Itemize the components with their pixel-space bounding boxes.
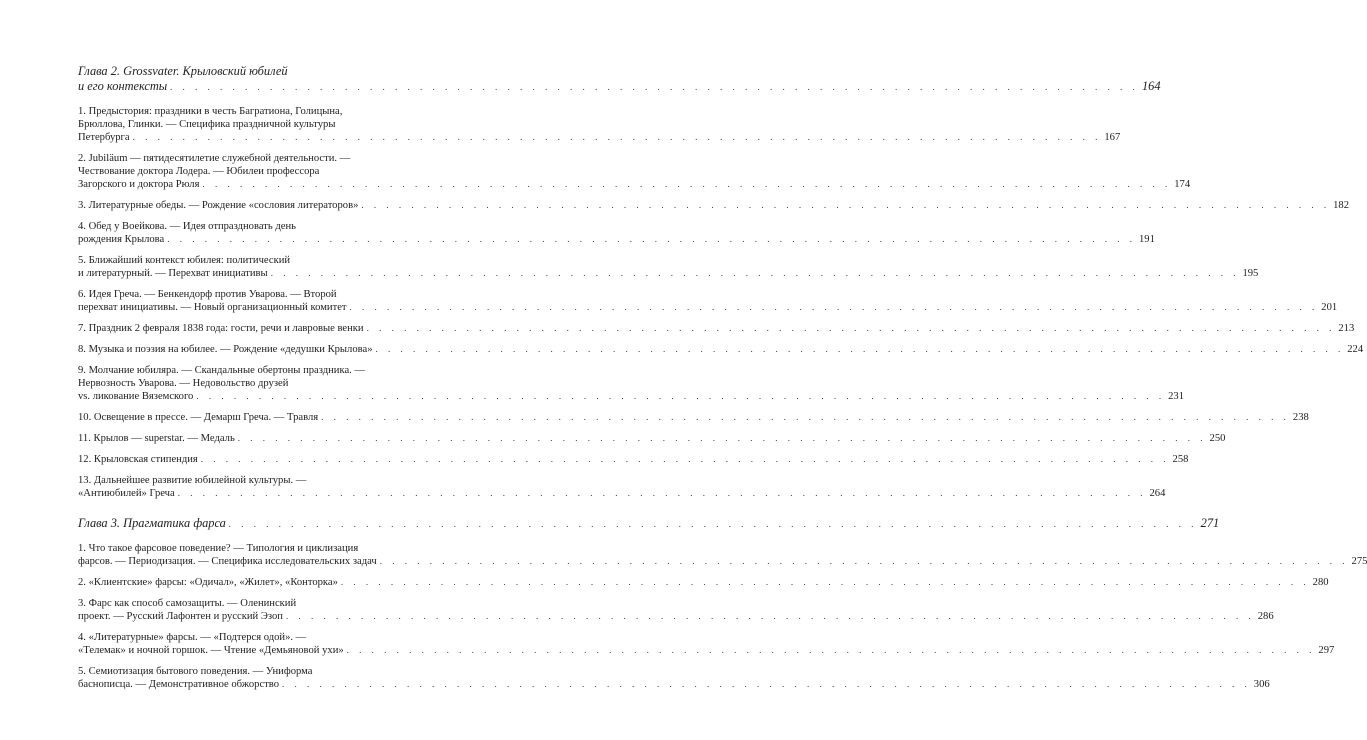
entry-last-line bbox=[78, 267, 1259, 280]
entry-text-line: 1. Что такое фарсовое поведение? — Типология и циклизация bbox=[78, 543, 359, 554]
page-number: 174 bbox=[1174, 179, 1191, 190]
page-number: 191 bbox=[1138, 234, 1155, 245]
dot-leader bbox=[170, 80, 1139, 95]
page-number: 231 bbox=[1168, 391, 1184, 402]
dot-leader bbox=[361, 199, 1330, 212]
toc-entry bbox=[78, 474, 1166, 500]
entry-text-line: 11. Крылов — superstar. — Медаль bbox=[78, 433, 235, 444]
page-number: 182 bbox=[1333, 200, 1350, 211]
dot-leader bbox=[201, 453, 1170, 466]
entry-last-line bbox=[78, 555, 1367, 568]
dot-leader bbox=[350, 301, 1319, 314]
entry-text-line: фарсов. — Периодизация. — Специфика исследовательских задач bbox=[78, 556, 377, 567]
entry-text-line: 7. Праздник 2 февраля 1838 года: гости, речи и лавровые венки bbox=[78, 323, 364, 334]
entry-text-line: «Антиюбилей» Греча bbox=[78, 488, 175, 499]
entry-last-line bbox=[78, 131, 1121, 144]
entry-text-line: 4. «Литературные» фарсы. — «Подтерся одой». — bbox=[78, 632, 307, 643]
entry-text-line: 2. Jubiläum — пятидесятилетие служебной деятельности. — bbox=[78, 153, 351, 164]
dot-leader bbox=[376, 343, 1345, 356]
dot-leader bbox=[178, 487, 1147, 500]
dot-leader bbox=[282, 678, 1251, 691]
entry-last-line bbox=[78, 411, 1309, 424]
page-number: 280 bbox=[1312, 577, 1329, 588]
page-number: 238 bbox=[1292, 412, 1309, 423]
entry-last-line bbox=[78, 199, 1350, 212]
toc-entry bbox=[78, 105, 1121, 144]
toc-entry bbox=[78, 631, 1335, 657]
page-number: 213 bbox=[1338, 323, 1355, 334]
dot-leader bbox=[202, 178, 1171, 191]
entry-text-line: 5. Ближайший контекст юбилея: политический bbox=[78, 255, 291, 266]
page-number: 224 bbox=[1347, 344, 1364, 355]
page-number: 167 bbox=[1104, 132, 1121, 143]
entry-text-line: Нервозность Уварова. — Недовольство друзей bbox=[78, 378, 289, 389]
toc-entry bbox=[78, 199, 1350, 212]
entry-last-line bbox=[78, 516, 1220, 532]
toc-entry bbox=[78, 322, 1355, 335]
entry-text-line: 5. Семиотизация бытового поведения. — Униформа bbox=[78, 666, 313, 677]
dot-leader bbox=[133, 131, 1102, 144]
entry-text-line: 9. Молчание юбиляра. — Скандальные обертоны праздника. — bbox=[78, 365, 366, 376]
dot-leader bbox=[238, 432, 1207, 445]
table-of-contents bbox=[78, 64, 1367, 699]
dot-leader bbox=[367, 322, 1336, 335]
entry-text-line: и литературный. — Перехват инициативы bbox=[78, 268, 268, 279]
page-number: 271 bbox=[1200, 516, 1220, 530]
page-number: 201 bbox=[1321, 302, 1338, 313]
page-number: 258 bbox=[1172, 454, 1189, 465]
toc-entry bbox=[78, 288, 1338, 314]
entry-text-line: рождения Крылова bbox=[78, 234, 165, 245]
page-number: 286 bbox=[1257, 611, 1274, 622]
toc-entry bbox=[78, 364, 1184, 403]
entry-text-line: 6. Идея Греча. — Бенкендорф против Уварова. — Второй bbox=[78, 289, 337, 300]
toc-entry bbox=[78, 665, 1270, 691]
entry-last-line bbox=[78, 390, 1184, 403]
entry-text-line: 8. Музыка и поэзия на юбилее. — Рождение «дедушки Крылова» bbox=[78, 344, 373, 355]
dot-leader bbox=[380, 555, 1349, 568]
entry-text-line: Петербурга bbox=[78, 132, 130, 143]
toc-entry bbox=[78, 254, 1259, 280]
entry-last-line bbox=[78, 678, 1270, 691]
page-number: 275 bbox=[1351, 556, 1367, 567]
entry-text-line: Глава 3. Прагматика фарса bbox=[78, 516, 226, 530]
dot-leader bbox=[347, 644, 1316, 657]
page-number: 250 bbox=[1209, 433, 1226, 444]
entry-text-line: 4. Обед у Воейкова. — Идея отпраздновать день bbox=[78, 221, 296, 232]
toc-entry bbox=[78, 343, 1364, 356]
toc-entry bbox=[78, 453, 1189, 466]
toc-entry bbox=[78, 597, 1274, 623]
page-number: 297 bbox=[1318, 645, 1335, 656]
dot-leader bbox=[229, 517, 1198, 532]
entry-last-line bbox=[78, 79, 1161, 95]
entry-text-line: перехват инициативы. — Новый организационный комитет bbox=[78, 302, 347, 313]
page-number: 164 bbox=[1141, 79, 1161, 93]
dot-leader bbox=[196, 390, 1165, 403]
dot-leader bbox=[286, 610, 1255, 623]
dot-leader bbox=[271, 267, 1240, 280]
toc-entry bbox=[78, 220, 1155, 246]
entry-last-line bbox=[78, 487, 1166, 500]
entry-text-line: 2. «Клиентские» фарсы: «Одичал», «Жилет», «Конторка» bbox=[78, 577, 338, 588]
entry-text-line: Чествование доктора Лодера. — Юбилеи профессора bbox=[78, 166, 320, 177]
page-number: 264 bbox=[1149, 488, 1166, 499]
entry-last-line bbox=[78, 322, 1355, 335]
entry-last-line bbox=[78, 178, 1191, 191]
toc-entry bbox=[78, 152, 1191, 191]
entry-text-line: «Телемак» и ночной горшок. — Чтение «Демьяновой ухи» bbox=[78, 645, 344, 656]
entry-last-line bbox=[78, 576, 1329, 589]
entry-last-line bbox=[78, 432, 1226, 445]
page-number: 195 bbox=[1242, 268, 1259, 279]
entry-text-line: Брюллова, Глинки. — Специфика праздничной культуры bbox=[78, 119, 336, 130]
entry-last-line bbox=[78, 233, 1155, 246]
entry-last-line bbox=[78, 644, 1335, 657]
entry-text-line: Глава 2. Grossvater. Крыловский юбилей bbox=[78, 64, 288, 78]
toc-entry bbox=[78, 542, 1367, 568]
page-number: 306 bbox=[1253, 679, 1270, 690]
entry-text-line: Загорского и доктора Рюля bbox=[78, 179, 200, 190]
entry-text-line: 1. Предыстория: праздники в честь Багратиона, Голицына, bbox=[78, 106, 343, 117]
entry-text-line: 3. Литературные обеды. — Рождение «сословия литераторов» bbox=[78, 200, 359, 211]
entry-last-line bbox=[78, 343, 1364, 356]
entry-text-line: 10. Освещение в прессе. — Демарш Греча. — Травля bbox=[78, 412, 319, 423]
chapter-heading bbox=[78, 516, 1220, 532]
entry-text-line: vs. ликование Вяземского bbox=[78, 391, 194, 402]
dot-leader bbox=[167, 233, 1136, 246]
toc-entry bbox=[78, 411, 1309, 424]
chapter-heading bbox=[78, 64, 1161, 95]
entry-last-line bbox=[78, 610, 1274, 623]
entry-text-line: 3. Фарс как способ самозащиты. — Оленинский bbox=[78, 598, 297, 609]
dot-leader bbox=[341, 576, 1310, 589]
entry-text-line: 12. Крыловская стипендия bbox=[78, 454, 198, 465]
dot-leader bbox=[321, 411, 1290, 424]
entry-text-line: баснописца. — Демонстративное обжорство bbox=[78, 679, 280, 690]
toc-entry bbox=[78, 576, 1329, 589]
entry-text-line: и его контексты bbox=[78, 79, 168, 93]
entry-last-line bbox=[78, 453, 1189, 466]
toc-entry bbox=[78, 432, 1226, 445]
entry-last-line bbox=[78, 301, 1338, 314]
entry-text-line: проект. — Русский Лафонтен и русский Эзоп bbox=[78, 611, 283, 622]
entry-text-line: 13. Дальнейшее развитие юбилейной культуры. — bbox=[78, 475, 307, 486]
